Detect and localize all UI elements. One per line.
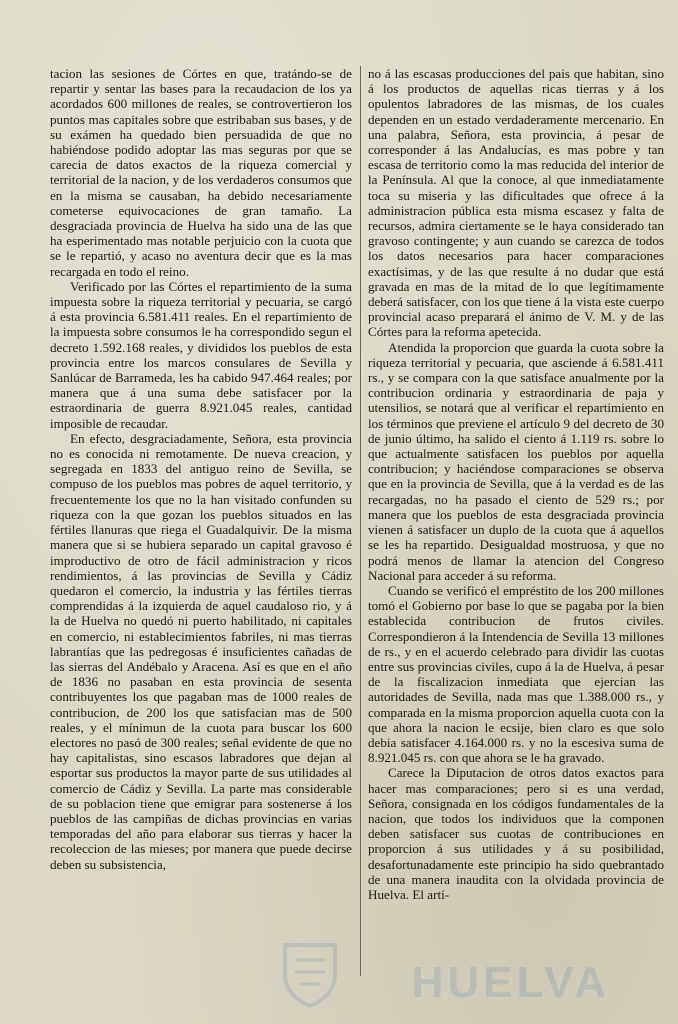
archive-shield-icon <box>280 940 340 1010</box>
column-divider <box>360 66 361 976</box>
paragraph: Verificado por las Córtes el repartimiento de la suma impuesta sobre la riqueza territorial y pecuaria, se cargó á esta provincia 6.581.411 reales. En el repartimiento de la impuesta sobre consumos le ha correspondido segun el decreto 1.592.168 reales, y divididos los pueblos de esta provincia entre los marcos consulares de Sevilla y Sanlúcar de Barrameda, les ha cabido 947.464 reales; por manera que á una suma debe satisfacer por la estraordinaria de guerra 8.921.045 reales, cantidad imposible de recaudar. <box>50 278 352 431</box>
paragraph: tacion las sesiones de Córtes en que, tratándo-se de repartir y sentar las bases para la recaudacion de los ya acordados 600 millones de reales, se controvertieron los puntos mas capitales sobre que estribaban sus bases, y de su exámen ha quedado bien persuadida de que no habiéndose podido adoptar las mas seguras por que se carecia de datos exactos de la riqueza comercial y territorial de la nacion, y de los verdaderos consumos que en la misma se causaban, ha debido necesariamente cometerse equivocaciones de gran tamaño. La desgraciada provincia de Huelva ha sido una de las que ha esperimentado mas notable perjuicio con la cuota que se le repartió, y acaso no aventura decir que es la mas recargada en todo el reino. <box>50 66 352 279</box>
paragraph: no á las escasas producciones del pais que habitan, sino á los productos de aquellas ricas tierras y á los opulentos labradores de las mismas, de los cuales dependen en un estado verdaderamente mercenario. En una palabra, Señora, esta provincia, á pesar de corresponder á las Andalucías, es mas pobre y tan escasa de territorio como la mas reducida del interior de la Península. Al que la conoce, al que inmediatamente toca su miseria y las dificultades que ofrece á la administracion pública esta misma escasez y falta de recursos, admira ciertamente se le haya considerado tan gravoso contingente; y aun cuando se carezca de todos los datos necesarios para hacer comparaciones exactísimas, y de las que resulte á no dudar que está gravada en mas de la mitad de lo que legítimamente deberá satisfacer, con los que tiene á la vista este cuerpo provincial acaso preparará el ánimo de V. M. y de las Córtes para la reforma apetecida. <box>368 66 664 340</box>
paragraph: Cuando se verificó el empréstito de los 200 millones tomó el Gobierno por base lo que se pagaba por la bien establecida contribucion de frutos civiles. Correspondieron á la Intendencia de Sevilla 13 millones de rs., y en el acuerdo celebrado para dividir las cuotas entre sus provincias civiles, cupo á la de Huelva, á pesar de la fiscalizacion inmediata que ejercian las autoridades de Sevilla, nada mas que 1.388.000 rs., y comparada en la misma proporcion aquella cuota con la que ahora la nacion le ecsije, bien claro es que solo debia satisfacer 4.164.000 rs. y no la escesiva suma de 8.921.045 rs. con que ahora se le ha gravado. <box>368 582 664 766</box>
right-text-column <box>368 66 664 902</box>
archive-watermark <box>280 940 610 1010</box>
left-text-column <box>50 66 352 872</box>
paragraph: En efecto, desgraciadamente, Señora, esta provincia no es conocida ni remotamente. De nueva creacion, y segregada en 1833 del antiguo reino de Sevilla, se compuso de los pueblos mas pobres de aquel territorio, y frecuentemente los que no la han visitado confunden su riqueza con la que gozan los pueblos situados en las fértiles llanuras que riega el Guadalquivir. De la misma manera que si se hubiera separado un capital gravoso é improductivo de otro de fácil administracion y ricos rendimientos, á las provincias de Sevilla y Cádiz quedaron el comercio, la industria y las fértiles tierras comprendidas á la izquierda de aquel caudaloso rio, y á la de Huelva no quedó ni puerto habilitado, ni capitales en comercio, ni establecimientos fabriles, ni mas tierras labrantías que las pedregosas é insuficientes cañadas de las sierras del Andébalo y Aracena. Así es que en el año de 1836 no pasaban en esta provincia de sesenta contribuyentes los que pagaban mas de 1000 reales de contribucion, de 200 los que satisfacian mas de 500 reales, y el mínimun de la cuota para buscar los 600 electores no pasó de 300 reales; señal evidente de que no hay capitalistas, sino escasos labradores que dejan al esportar sus productos la mayor parte de sus utilidades al comercio de Cádiz y Sevilla. La parte mas considerable de su poblacion tiene que emigrar para sostenerse á los pueblos de las campiñas de dichas provincias en varias temporadas del año para elaborar sus tierras y hacer la recoleccion de las mieses; por manera que puede decirse deben su subsistencia, <box>50 430 352 872</box>
paragraph: Atendida la proporcion que guarda la cuota sobre la riqueza territorial y pecuaria, que asciende á 6.581.411 rs., y se compara con la que satisface anualmente por la contribucion ordinaria y estraordinaria de paja y utensilios, se notará que al verificar el repartimiento en los términos que previene el artículo 9 del decreto de 30 de junio último, ha salido el ciento á 1.119 rs. sobre lo que actualmente satisfacen los pueblos por aquella contribucion; y haciéndose comparaciones se observa que en la provincia de Sevilla, que á la verdad es de las recargadas, no ha pasado el ciento de 529 rs.; por manera que los pueblos de esta desgraciada provincia vienen á satisfacer un duplo de la cuota que á aquellos se les ha repartido. Desigualdad mostruosa, y que no podrá menos de llamar la atencion del Congreso Nacional para acceder á su reforma. <box>368 339 664 583</box>
watermark-text: HUELVA <box>411 958 610 1007</box>
paragraph: Carece la Diputacion de otros datos exactos para hacer mas comparaciones; pero si es una verdad, Señora, consignada en los códigos fundamentales de la nacion, que todos los individuos que la componen deben satisfacer sus cuotas de contribuciones en proporcion á sus utilidades y á su posibilidad, desafortunadamente este principio ha sido quebrantado de una manera inaudita con la olvidada provincia de Huelva. El artí- <box>368 765 664 902</box>
